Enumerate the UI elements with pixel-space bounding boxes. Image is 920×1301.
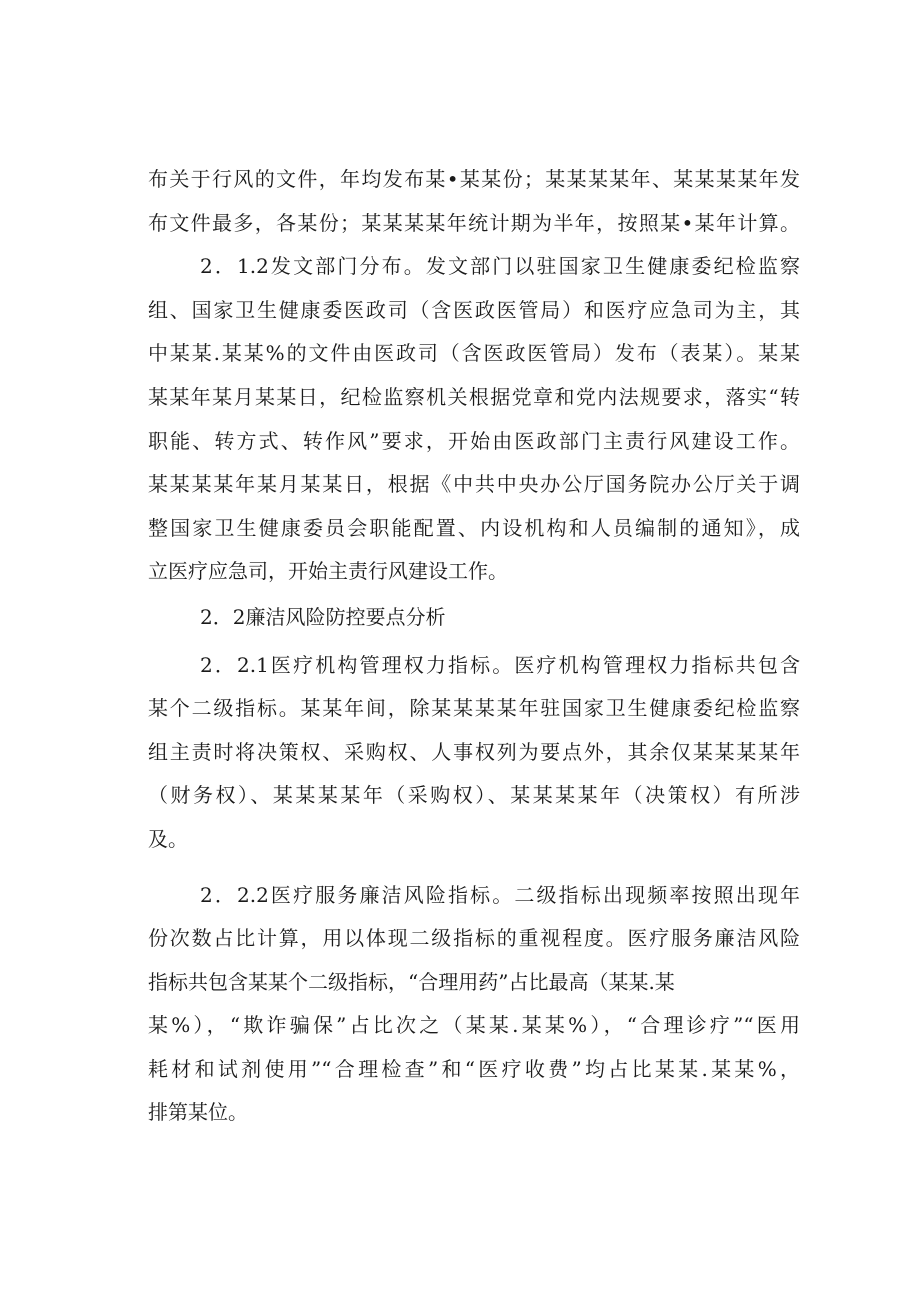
text-line: 整国家卫生健康委员会职能配置、内设机构和人员编制的通知》，成 — [148, 515, 800, 540]
text-line: 布文件最多，各某份；某某某某年统计期为半年，按照某•某年计算。 — [148, 210, 800, 235]
text-line: 职能、转方式、转作风”要求，开始由医政部门主责行风建设工作。 — [148, 428, 800, 453]
text-line: 指标共包含某某个二级指标，“合理用药”占比最高（某某.某 — [148, 969, 675, 994]
text-line: 耗材和试剂使用”“合理检查”和“医疗收费”均占比某某.某某%， — [148, 1056, 800, 1081]
text-line: 2．1.2发文部门分布。发文部门以驻国家卫生健康委纪检监察 — [200, 254, 800, 279]
text-line: 某某某某年某月某某日，根据《中共中央办公厅国务院办公厅关于调 — [148, 472, 800, 497]
body-text — [148, 158, 800, 1135]
text-line: 排第某位。 — [148, 1100, 248, 1125]
text-line: 及。 — [148, 826, 188, 851]
text-line: （财务权）、某某某某年（采购权）、某某某某年（决策权）有所涉 — [148, 783, 800, 808]
text-line: 某个二级指标。某某年间，除某某某某年驻国家卫生健康委纪检监察 — [148, 696, 800, 721]
text-line: 2．2廉洁风险防控要点分析 — [200, 604, 446, 629]
text-line: 组主责时将决策权、采购权、人事权列为要点外，其余仅某某某某年 — [148, 739, 800, 764]
text-line: 组、国家卫生健康委医政司（含医政医管局）和医疗应急司为主，其 — [148, 297, 800, 322]
text-line: 份次数占比计算，用以体现二级指标的重视程度。医疗服务廉洁风险 — [148, 926, 800, 951]
text-line: 2．2.2医疗服务廉洁风险指标。二级指标出现频率按照出现年 — [200, 882, 800, 907]
text-line: 某%），“欺诈骗保”占比次之（某某.某某%），“合理诊疗”“医用 — [148, 1013, 800, 1038]
text-line: 布关于行风的文件，年均发布某•某某份；某某某某年、某某某某年发 — [148, 167, 800, 191]
text-line: 立医疗应急司，开始主责行风建设工作。 — [148, 559, 508, 584]
text-line: 2．2.1医疗机构管理权力指标。医疗机构管理权力指标共包含 — [200, 652, 800, 677]
text-line: 中某某.某某%的文件由医政司（含医政医管局）发布（表某）。某某 — [148, 341, 800, 366]
text-line: 某某年某月某某日，纪检监察机关根据党章和党内法规要求，落实“转 — [148, 384, 800, 409]
